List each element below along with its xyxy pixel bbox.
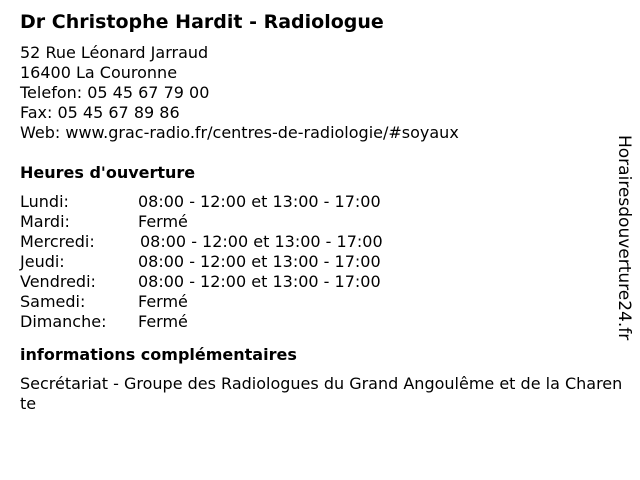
street-address: 52 Rue Léonard Jarraud: [20, 43, 209, 62]
day-label: Mardi:: [20, 212, 70, 231]
hours-row-saturday: [20, 292, 620, 312]
day-label: Jeudi:: [20, 252, 65, 271]
hours-row-friday: [20, 272, 620, 292]
city-address: 16400 La Couronne: [20, 63, 178, 82]
opening-hours-heading: Heures d'ouverture: [20, 163, 196, 182]
day-label: Mercredi:: [20, 232, 95, 251]
time-value: 08:00 - 12:00 et 13:00 - 17:00: [138, 192, 381, 211]
hours-row-monday: [20, 192, 620, 212]
time-value: 08:00 - 12:00 et 13:00 - 17:00: [138, 252, 381, 271]
site-watermark: Horairesdouverture24.fr: [614, 135, 634, 341]
day-label: Dimanche:: [20, 312, 107, 331]
time-value: 08:00 - 12:00 et 13:00 - 17:00: [140, 232, 383, 251]
time-value: Fermé: [138, 292, 188, 311]
hours-row-thursday: [20, 252, 620, 272]
listing-card: [20, 9, 623, 414]
address-block: [20, 43, 620, 143]
time-value: Fermé: [138, 312, 188, 331]
website-link[interactable]: Web: www.grac-radio.fr/centres-de-radiologie/#soyaux: [20, 123, 459, 142]
fax-number: Fax: 05 45 67 89 86: [20, 103, 180, 122]
hours-row-wednesday: [20, 232, 620, 252]
phone-number[interactable]: Telefon: 05 45 67 79 00: [20, 83, 210, 102]
day-label: Vendredi:: [20, 272, 96, 291]
day-label: Samedi:: [20, 292, 86, 311]
additional-info-text: Secrétariat - Groupe des Radiologues du Grand Angoulême et de la Charente: [20, 374, 623, 413]
opening-hours-table: [20, 192, 620, 332]
time-value: Fermé: [138, 212, 188, 231]
hours-row-sunday: [20, 312, 620, 332]
hours-row-tuesday: [20, 212, 620, 232]
additional-info-heading: informations complémentaires: [20, 345, 297, 364]
time-value: 08:00 - 12:00 et 13:00 - 17:00: [138, 272, 381, 291]
page-title: Dr Christophe Hardit - Radiologue: [20, 11, 384, 33]
day-label: Lundi:: [20, 192, 69, 211]
